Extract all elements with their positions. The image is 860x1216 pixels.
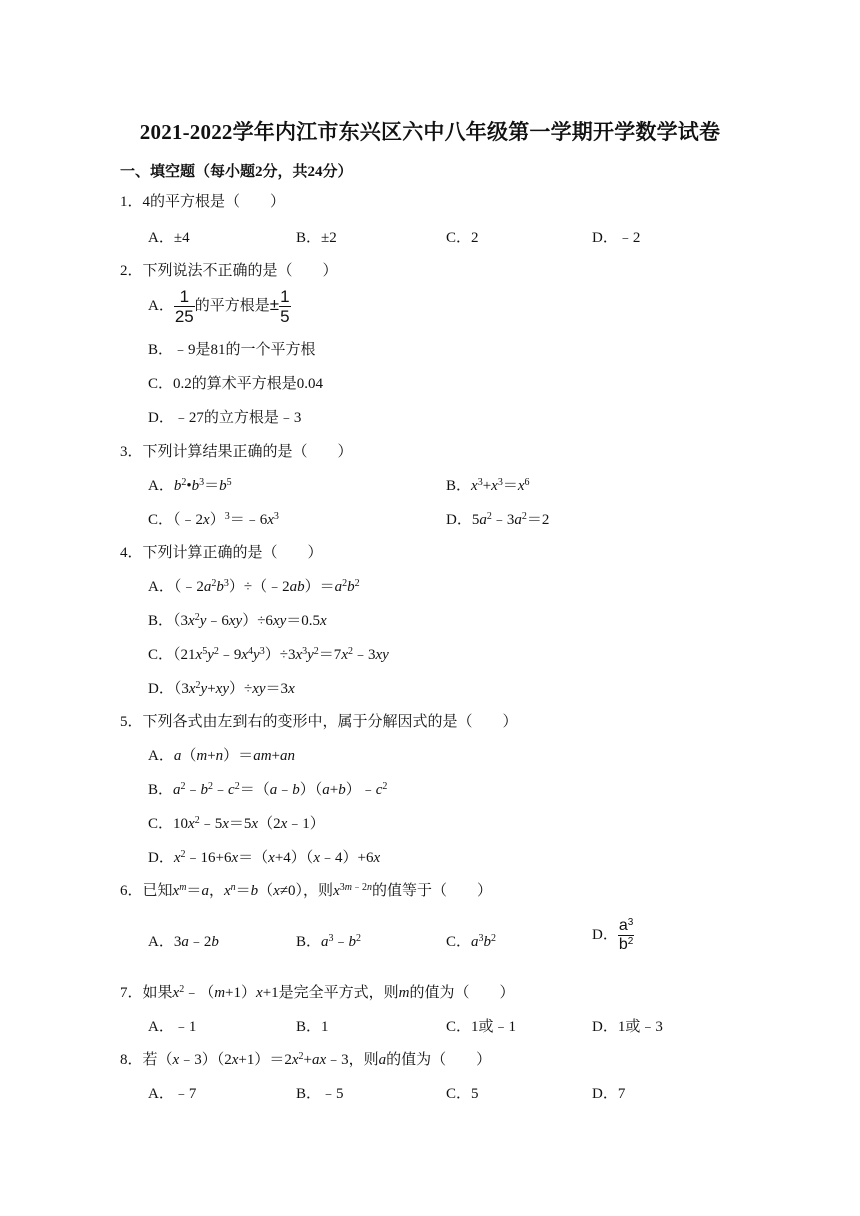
question-8-option-b: B．﹣5 [296,1086,344,1102]
option-a-label: A． [148,297,174,314]
question-1-option-a: A．±4 [148,230,190,246]
fraction-numerator: 1 [280,287,290,306]
fraction-a3-b2 [618,918,634,953]
question-6-option-b: B．$a^3﹣b^2$ [296,933,362,950]
plus-minus-sign: ± [269,294,280,314]
question-4-option-b: B．$(3x^2y﹣6xy)\div 6xy=0.5x$ [148,612,327,629]
fraction-1-25 [174,288,195,325]
question-1-stem: 1．4的平方根是（ ） [120,194,286,210]
question-2-option-d: D．﹣27的立方根是﹣3 [148,410,302,426]
question-5-stem: 5．下列各式由左到右的变形中，属于分解因式的是（ ） [120,714,518,730]
question-7-option-d: D．1或﹣3 [592,1019,663,1035]
question-3-option-a: A．$b^2•b^3=b^5$ [148,477,232,494]
page-title: 2021-2022学年内江市东兴区六中八年级第一学期开学数学试卷 [139,120,721,144]
question-8-option-d: D．7 [592,1086,626,1102]
question-4-option-d: D．$(3x^2y+xy)\div xy=3x$ [148,680,295,697]
option-d-label: D． [592,926,618,943]
question-3-option-b: B．$x^3+x^3=x^6$ [446,477,530,494]
question-1-option-c: C．2 [446,230,479,246]
question-7-option-a: A．﹣1 [148,1019,197,1035]
question-8-stem: 8．若$(x﹣3)(2x+1)=2x^2+ax﹣3$，则a的值为（ ） [120,1051,492,1068]
question-4-option-a: A．$(﹣2a^2b^3)\div(﹣2ab)=a^2b^2$ [148,578,360,595]
fraction-denominator: 25 [174,307,194,326]
question-5-option-b: B．$a^2﹣b^2﹣c^2=(a﹣b)(a+b)﹣c^2$ [148,781,388,798]
fraction-denominator: $b^2$ [618,936,634,953]
fraction-1-5 [279,288,290,325]
question-2-option-c: C．0.2的算术平方根是0.04 [148,376,324,392]
question-7-option-c: C．1或﹣1 [446,1019,517,1035]
question-2-option-b: B．﹣9是81的一个平方根 [148,342,316,358]
question-5-option-d: D．$x^2﹣16+6x=(x+4)(x﹣4)+6x$ [148,849,381,866]
question-4-stem: 4．下列计算正确的是（ ） [120,545,323,561]
question-3-option-d: D．$5a^2﹣3a^2=2$ [446,511,550,528]
question-6-option-a: A．3a﹣2b [148,934,219,950]
question-7-option-b: B．1 [296,1019,329,1035]
question-7-stem: 7．如果$x^2﹣(m+1)x+1$是完全平方式，则m的值为（ ） [120,984,515,1001]
question-6-option-d [592,918,634,953]
question-3-option-c: C．$(﹣2x)^3=﹣6x^3$ [148,511,279,528]
question-3-stem: 3．下列计算结果正确的是（ ） [120,444,353,460]
question-6-stem: 6．已知$x^m=a$，$x^n=b(x\ne 0)$，则$x^{3m﹣2n}$的值等于（ ） [120,882,492,899]
fraction-denominator: 5 [280,307,290,326]
section-heading: 一、填空题（每小题2分，共24分） [120,164,353,180]
option-a-text: 的平方根是 [194,297,270,314]
question-4-option-c: C．$(21x^5y^2﹣9x^4y^3)\div 3x^3y^2=7x^2﹣3xy$ [148,646,389,663]
question-8-option-a: A．﹣7 [148,1086,197,1102]
question-2-option-a [148,288,291,325]
fraction-numerator: $a^3$ [618,917,634,934]
question-1-option-b: B．±2 [296,230,337,246]
question-5-option-c: C．$10x^2﹣5x=5x(2x﹣1)$ [148,815,325,832]
question-6-option-c: C．$a^3b^2$ [446,933,497,950]
question-1-option-d: D．﹣2 [592,230,641,246]
fraction-numerator: 1 [174,288,195,307]
question-2-stem: 2．下列说法不正确的是（ ） [120,263,338,279]
question-5-option-a: A．a（m+n）＝am+an [148,748,295,764]
question-8-option-c: C．5 [446,1086,479,1102]
